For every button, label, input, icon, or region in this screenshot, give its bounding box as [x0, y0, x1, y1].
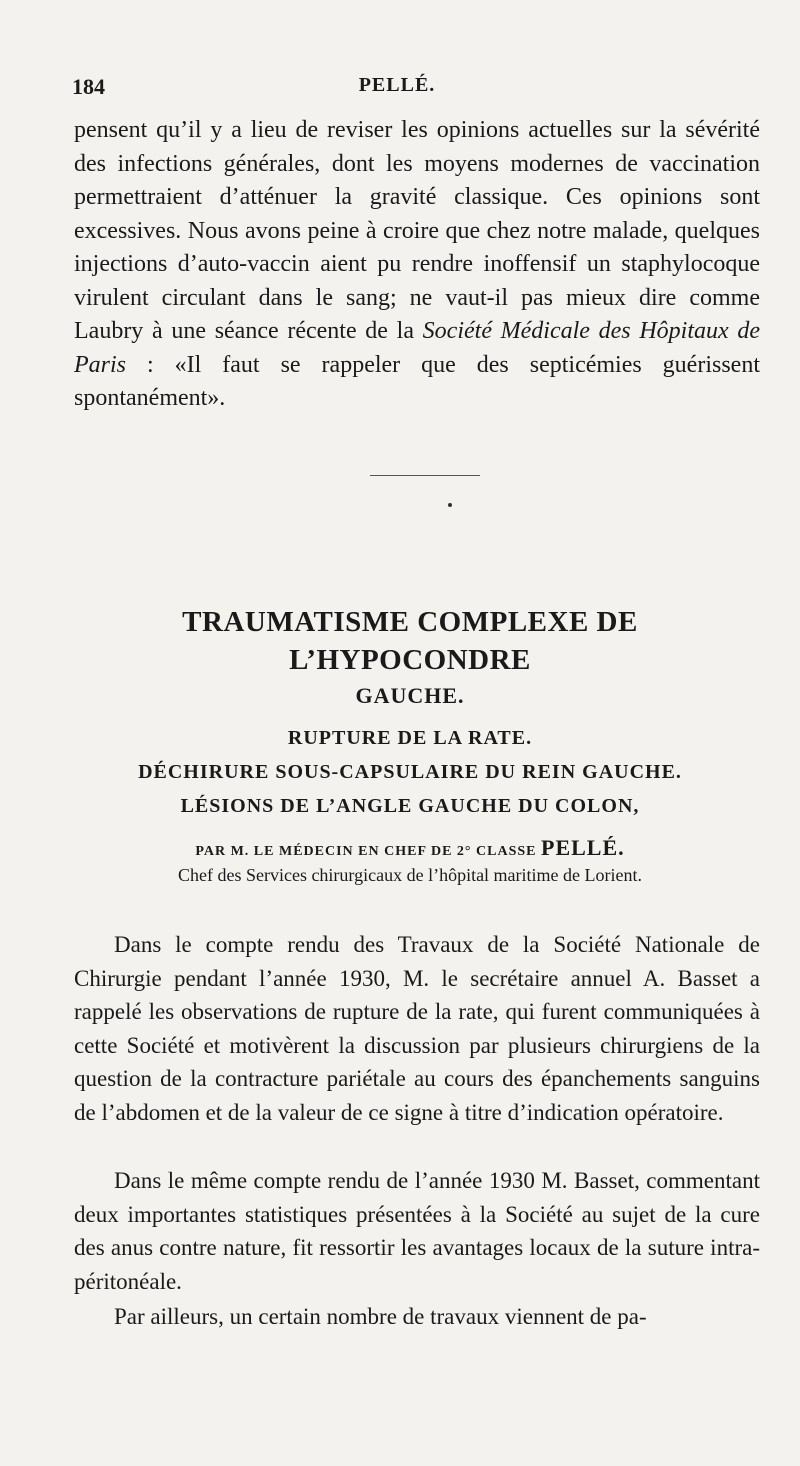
body-paragraph: Dans le compte rendu des Travaux de la Société Nationale de Chirurgie pendant l’année 1930, M. le secrétaire annuel A. Basset a rappelé les observations de rupture de la rate, qui furent communiquées à cette Société et motivèrent la discussion par plusieurs chirurgiens de la question de la contracture pariétale au cours des épanchements sanguins de l’abdomen et de la valeur de ce signe à titre d’indication opératoire.: [74, 932, 760, 1125]
article-subtitle: RUPTURE DE LA RATE.: [287, 727, 533, 749]
running-head: PELLÉ.: [358, 74, 436, 96]
article-title: TRAUMATISME COMPLEXE DE L’HYPOCONDRE: [182, 606, 638, 676]
article-heading: [60, 603, 760, 886]
author-prefix: PAR M. LE MÉDECIN EN CHEF DE 2° CLASSE: [195, 844, 537, 859]
body-paragraph: Par ailleurs, un certain nombre de travaux viennent de pa-: [114, 1304, 647, 1329]
paragraph-text: pensent qu’il y a lieu de reviser les opinions actuelles sur la sévérité des infections générales, dont les moyens modernes de vaccination permettraient d’atténuer la gravité classique. Ces opinions sont excessives. Nous avons peine à croire que chez notre malade, quelques injections d’auto-vaccin aient pu rendre inoffensif un staphylocoque virulent circulant dans le sang; ne vaut-il pas mieux dire comme Laubry à une séance récente de la: [74, 117, 760, 344]
author-line: [60, 835, 760, 861]
page-header: [72, 74, 722, 104]
paragraph-text: : «Il faut se rappeler que des septicémies guérissent spontanément».: [74, 351, 760, 411]
author-affiliation: Chef des Services chirurgicaux de l’hôpital maritime de Lorient.: [177, 865, 643, 885]
page-number: 184: [72, 74, 105, 99]
section-separator: [370, 475, 480, 476]
paragraph-continued: [74, 114, 760, 416]
article-subtitle: DÉCHIRURE SOUS-CAPSULAIRE DU REIN GAUCHE.: [138, 761, 682, 783]
article-title-continued: GAUCHE.: [355, 683, 465, 708]
body-paragraph: Dans le même compte rendu de l’année 1930 M. Basset, commentant deux importantes statistiques présentées à la Société au sujet de la cure des anus contre nature, fit ressortir les avantages locaux de la suture intra-péritonéale.: [74, 1168, 760, 1294]
author-name: PELLÉ.: [541, 835, 625, 860]
journal-name: Société Médicale des Hôpitaux de Paris: [74, 318, 760, 378]
article-subtitle: LÉSIONS DE L’ANGLE GAUCHE DU COLON,: [180, 795, 640, 817]
separator-dot: [448, 503, 452, 507]
